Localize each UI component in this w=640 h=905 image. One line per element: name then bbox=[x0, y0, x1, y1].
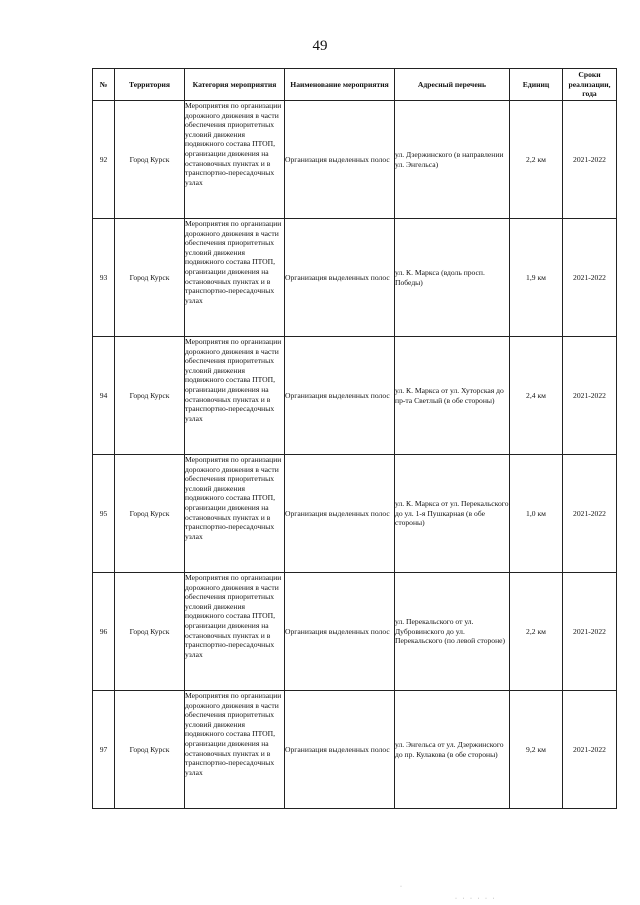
row-address: ул. Перекальского от ул. Дубровинского до ул. Перекальского (по левой стороне) bbox=[395, 573, 510, 691]
row-address: ул. К. Маркса (вдоль просп. Победы) bbox=[395, 219, 510, 337]
table-row bbox=[93, 573, 617, 691]
row-period: 2021-2022 bbox=[563, 691, 617, 809]
row-unit: 2,2 км bbox=[510, 573, 563, 691]
row-address: ул. Дзержинского (в направлении ул. Энгельса) bbox=[395, 101, 510, 219]
row-num: 92 bbox=[93, 101, 115, 219]
row-num: 95 bbox=[93, 455, 115, 573]
row-period: 2021-2022 bbox=[563, 455, 617, 573]
row-unit: 2,4 км bbox=[510, 337, 563, 455]
header-territory: Территория bbox=[115, 69, 185, 101]
row-territory: Город Курск bbox=[115, 219, 185, 337]
header-name: Наименование мероприятия bbox=[285, 69, 395, 101]
row-unit: 1,0 км bbox=[510, 455, 563, 573]
header-unit: Единиц bbox=[510, 69, 563, 101]
table-row bbox=[93, 691, 617, 809]
row-territory: Город Курск bbox=[115, 573, 185, 691]
row-period: 2021-2022 bbox=[563, 337, 617, 455]
row-name: Организация выделенных полос bbox=[285, 573, 395, 691]
row-name: Организация выделенных полос bbox=[285, 455, 395, 573]
row-period: 2021-2022 bbox=[563, 219, 617, 337]
row-category: Мероприятия по организации дорожного движения в части обеспечения приоритетных условий движения подвижного состава ПТОП, организации движения на остановочных пунктах и в транспортно-пересадочных узлах bbox=[185, 337, 285, 455]
row-name: Организация выделенных полос bbox=[285, 691, 395, 809]
row-unit: 1,9 км bbox=[510, 219, 563, 337]
header-category: Категория мероприятия bbox=[185, 69, 285, 101]
header-period: Сроки реализации, года bbox=[563, 69, 617, 101]
row-unit: 9,2 км bbox=[510, 691, 563, 809]
row-period: 2021-2022 bbox=[563, 101, 617, 219]
page-number: 49 bbox=[312, 38, 328, 54]
row-category: Мероприятия по организации дорожного движения в части обеспечения приоритетных условий движения подвижного состава ПТОП, организации движения на остановочных пунктах и в транспортно-пересадочных узлах bbox=[185, 691, 285, 809]
row-num: 94 bbox=[93, 337, 115, 455]
measures-table bbox=[92, 68, 617, 809]
row-territory: Город Курск bbox=[115, 455, 185, 573]
table-row bbox=[93, 337, 617, 455]
row-territory: Город Курск bbox=[115, 337, 185, 455]
scan-artifact-dot: · bbox=[400, 884, 402, 890]
row-address: ул. К. Маркса от ул. Хуторская до пр-та Светлый (в обе стороны) bbox=[395, 337, 510, 455]
row-category: Мероприятия по организации дорожного движения в части обеспечения приоритетных условий движения подвижного состава ПТОП, организации движения на остановочных пунктах и в транспортно-пересадочных узлах bbox=[185, 455, 285, 573]
table-header-row bbox=[93, 69, 617, 101]
row-name: Организация выделенных полос bbox=[285, 219, 395, 337]
row-address: ул. Энгельса от ул. Дзержинского до пр. Кулакова (в обе стороны) bbox=[395, 691, 510, 809]
table-row bbox=[93, 455, 617, 573]
row-category: Мероприятия по организации дорожного движения в части обеспечения приоритетных условий движения подвижного состава ПТОП, организации движения на остановочных пунктах и в транспортно-пересадочных узлах bbox=[185, 219, 285, 337]
table-row bbox=[93, 219, 617, 337]
row-category: Мероприятия по организации дорожного движения в части обеспечения приоритетных условий движения подвижного состава ПТОП, организации движения на остановочных пунктах и в транспортно-пересадочных узлах bbox=[185, 101, 285, 219]
row-name: Организация выделенных полос bbox=[285, 101, 395, 219]
row-territory: Город Курск bbox=[115, 101, 185, 219]
scan-artifact-marks: · · · · · · bbox=[455, 896, 497, 902]
table-row bbox=[93, 101, 617, 219]
header-num: № bbox=[93, 69, 115, 101]
header-address: Адресный перечень bbox=[395, 69, 510, 101]
row-period: 2021-2022 bbox=[563, 573, 617, 691]
row-num: 97 bbox=[93, 691, 115, 809]
row-name: Организация выделенных полос bbox=[285, 337, 395, 455]
row-category: Мероприятия по организации дорожного движения в части обеспечения приоритетных условий движения подвижного состава ПТОП, организации движения на остановочных пунктах и в транспортно-пересадочных узлах bbox=[185, 573, 285, 691]
row-territory: Город Курск bbox=[115, 691, 185, 809]
row-unit: 2,2 км bbox=[510, 101, 563, 219]
row-num: 93 bbox=[93, 219, 115, 337]
row-num: 96 bbox=[93, 573, 115, 691]
row-address: ул. К. Маркса от ул. Перекальского до ул. 1-я Пушкарная (в обе стороны) bbox=[395, 455, 510, 573]
